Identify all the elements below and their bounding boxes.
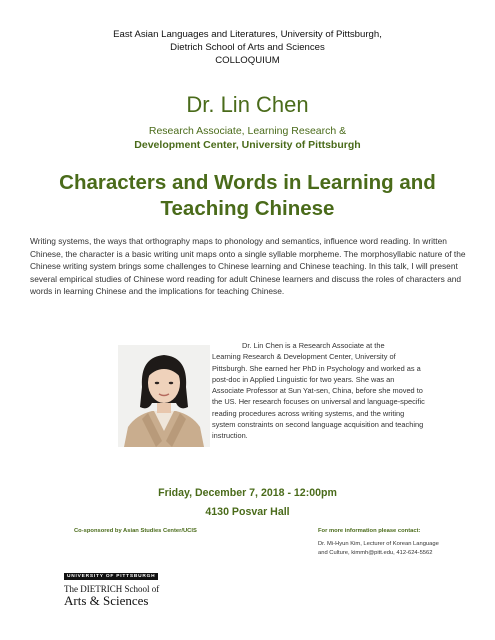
logo-line-2: Arts & Sciences bbox=[64, 593, 149, 608]
speaker-bio bbox=[212, 340, 427, 442]
header-line-3: COLLOQUIUM bbox=[215, 55, 280, 66]
event-datetime: Friday, December 7, 2018 - 12:00pm bbox=[158, 487, 337, 499]
contact-line-1: Dr. Mi-Hyun Kim, Lecturer of Korean Language bbox=[318, 541, 439, 547]
contact-info bbox=[318, 540, 488, 558]
bio-text: Learning Research & Development Center, University of Pittsburgh. She earned her PhD in Psychology and worked as a post-doc in Applied Linguistic for two years. She was an Associate Professor at Sun Yat-sen, China, before she moved to the US. Her research focuses on universal and language-specific reading procedures across writing systems, and the writing system constraints on second language acquisition and teaching instruction. bbox=[212, 352, 425, 441]
header-line-2: Dietrich School of Arts and Sciences bbox=[170, 42, 325, 53]
department-header bbox=[0, 28, 495, 67]
logo-line-1: The DIETRICH School of bbox=[64, 584, 160, 594]
event-venue: 4130 Posvar Hall bbox=[205, 506, 290, 518]
contact-heading: For more information please contact: bbox=[318, 528, 421, 534]
talk-title bbox=[20, 170, 475, 222]
talk-abstract: Writing systems, the ways that orthography maps to phonology and semantics, influence word reading. In written Chinese, the character is a basic writing unit maps onto a single syllable morpheme. The morphosyllabic nature of the Chinese writing system brings some challenges to Chinese learning and Chinese teaching. In this talk, I will present several empirical studies of Chinese word reading for adult Chinese learners and discuss the roles of characters and words in learning Chinese and the implications for teaching Chinese. bbox=[30, 236, 466, 297]
bio-first-line: Dr. Lin Chen is a Research Associate at the bbox=[242, 341, 385, 350]
affiliation-line-2: Development Center, University of Pittsburgh bbox=[134, 139, 361, 151]
dietrich-school-logo bbox=[64, 564, 174, 607]
header-line-1: East Asian Languages and Literatures, University of Pittsburgh, bbox=[113, 29, 382, 40]
cosponsor-note: Co-sponsored by Asian Studies Center/UCIS bbox=[74, 528, 197, 534]
logo-university-bar: UNIVERSITY OF PITTSBURGH bbox=[64, 573, 158, 580]
speaker-photo bbox=[118, 345, 210, 447]
speaker-affiliation bbox=[0, 124, 495, 152]
talk-title-line-2: Teaching Chinese bbox=[160, 197, 335, 220]
contact-line-2: and Culture, kimmh@pitt.edu, 412-624-5562 bbox=[318, 550, 433, 556]
speaker-name: Dr. Lin Chen bbox=[186, 92, 309, 117]
talk-title-line-1: Characters and Words in Learning and bbox=[59, 171, 436, 194]
affiliation-line-1: Research Associate, Learning Research & bbox=[148, 125, 347, 137]
